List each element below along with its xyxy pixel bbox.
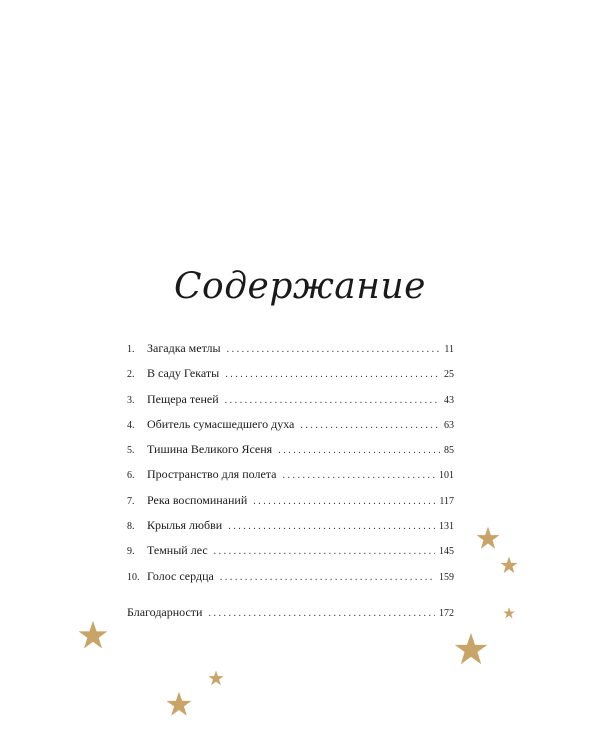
toc-entry[interactable] <box>127 518 454 543</box>
toc-entry-acknowledgments[interactable] <box>127 605 454 630</box>
toc-entry[interactable] <box>127 467 454 492</box>
toc-entry-title: Обитель сумасшедшего духа <box>147 416 295 431</box>
toc-entry-title: Благодарности <box>127 605 203 619</box>
star-icon <box>503 607 515 619</box>
toc-entry-page: 145 <box>439 546 454 558</box>
toc-leader-dots <box>214 546 435 557</box>
toc-title: Содержание <box>174 266 426 307</box>
toc-entry-title: Пространство для полета <box>147 467 277 482</box>
toc-entry-title: Темный лес <box>147 543 208 558</box>
toc-leader-dots <box>278 445 440 456</box>
toc-entry-number: 1. <box>127 344 135 355</box>
toc-entry-number: 8. <box>127 521 135 533</box>
toc-entry-title: Река воспоминаний <box>147 492 248 507</box>
toc-entry[interactable] <box>127 442 454 467</box>
toc-entry-page: 25 <box>444 369 454 381</box>
toc-leader-dots <box>220 572 435 583</box>
toc-entry-title: Крылья любви <box>147 518 223 533</box>
toc-entry-number: 7. <box>127 495 135 507</box>
star-icon <box>78 620 108 650</box>
toc-entry-page: 117 <box>439 495 454 507</box>
toc-entry-number: 3. <box>127 394 135 406</box>
toc-entry-title: Загадка метлы <box>147 341 221 355</box>
toc-leader-dots <box>227 344 441 355</box>
toc-entry[interactable] <box>127 493 454 518</box>
toc-list <box>127 341 454 594</box>
toc-entry[interactable] <box>127 392 454 417</box>
star-icon <box>166 691 192 717</box>
toc-entry-title: Тишина Великого Ясеня <box>147 442 273 457</box>
toc-entry-page: 159 <box>439 571 454 583</box>
toc-entry-title: Голос сердца <box>147 568 214 583</box>
toc-leader-dots <box>300 420 440 431</box>
toc-entry[interactable] <box>127 341 454 366</box>
toc-leader-dots <box>225 395 440 406</box>
toc-entry-page: 63 <box>444 419 454 431</box>
toc-leader-dots <box>208 608 435 619</box>
toc-entry-title: В саду Гекаты <box>147 366 220 381</box>
toc-entry[interactable] <box>127 569 454 594</box>
toc-entry-page: 43 <box>444 394 454 406</box>
toc-entry[interactable] <box>127 417 454 442</box>
toc-entry-page: 131 <box>439 521 454 533</box>
toc-leader-dots <box>228 521 435 532</box>
star-icon <box>454 632 488 666</box>
toc-entry-number: 10. <box>127 571 140 583</box>
toc-entry-number: 4. <box>127 419 135 431</box>
toc-entry[interactable] <box>127 366 454 391</box>
star-icon <box>476 526 500 550</box>
toc-entry-number: 2. <box>127 369 135 381</box>
toc-entry-page: 11 <box>444 344 454 355</box>
toc-entry-number: 9. <box>127 546 135 558</box>
toc-entry-page: 101 <box>439 470 454 482</box>
toc-entry-page: 172 <box>439 608 454 619</box>
star-icon <box>500 556 518 574</box>
toc-entry-number: 5. <box>127 445 135 457</box>
toc-entry-title: Пещера теней <box>147 391 219 406</box>
toc-entry-page: 85 <box>444 445 454 457</box>
toc-leader-dots <box>283 470 436 481</box>
toc-leader-dots <box>253 496 435 507</box>
toc-entry-number: 6. <box>127 470 135 482</box>
toc-entry[interactable] <box>127 543 454 568</box>
star-icon <box>208 670 224 686</box>
toc-leader-dots <box>225 369 440 380</box>
